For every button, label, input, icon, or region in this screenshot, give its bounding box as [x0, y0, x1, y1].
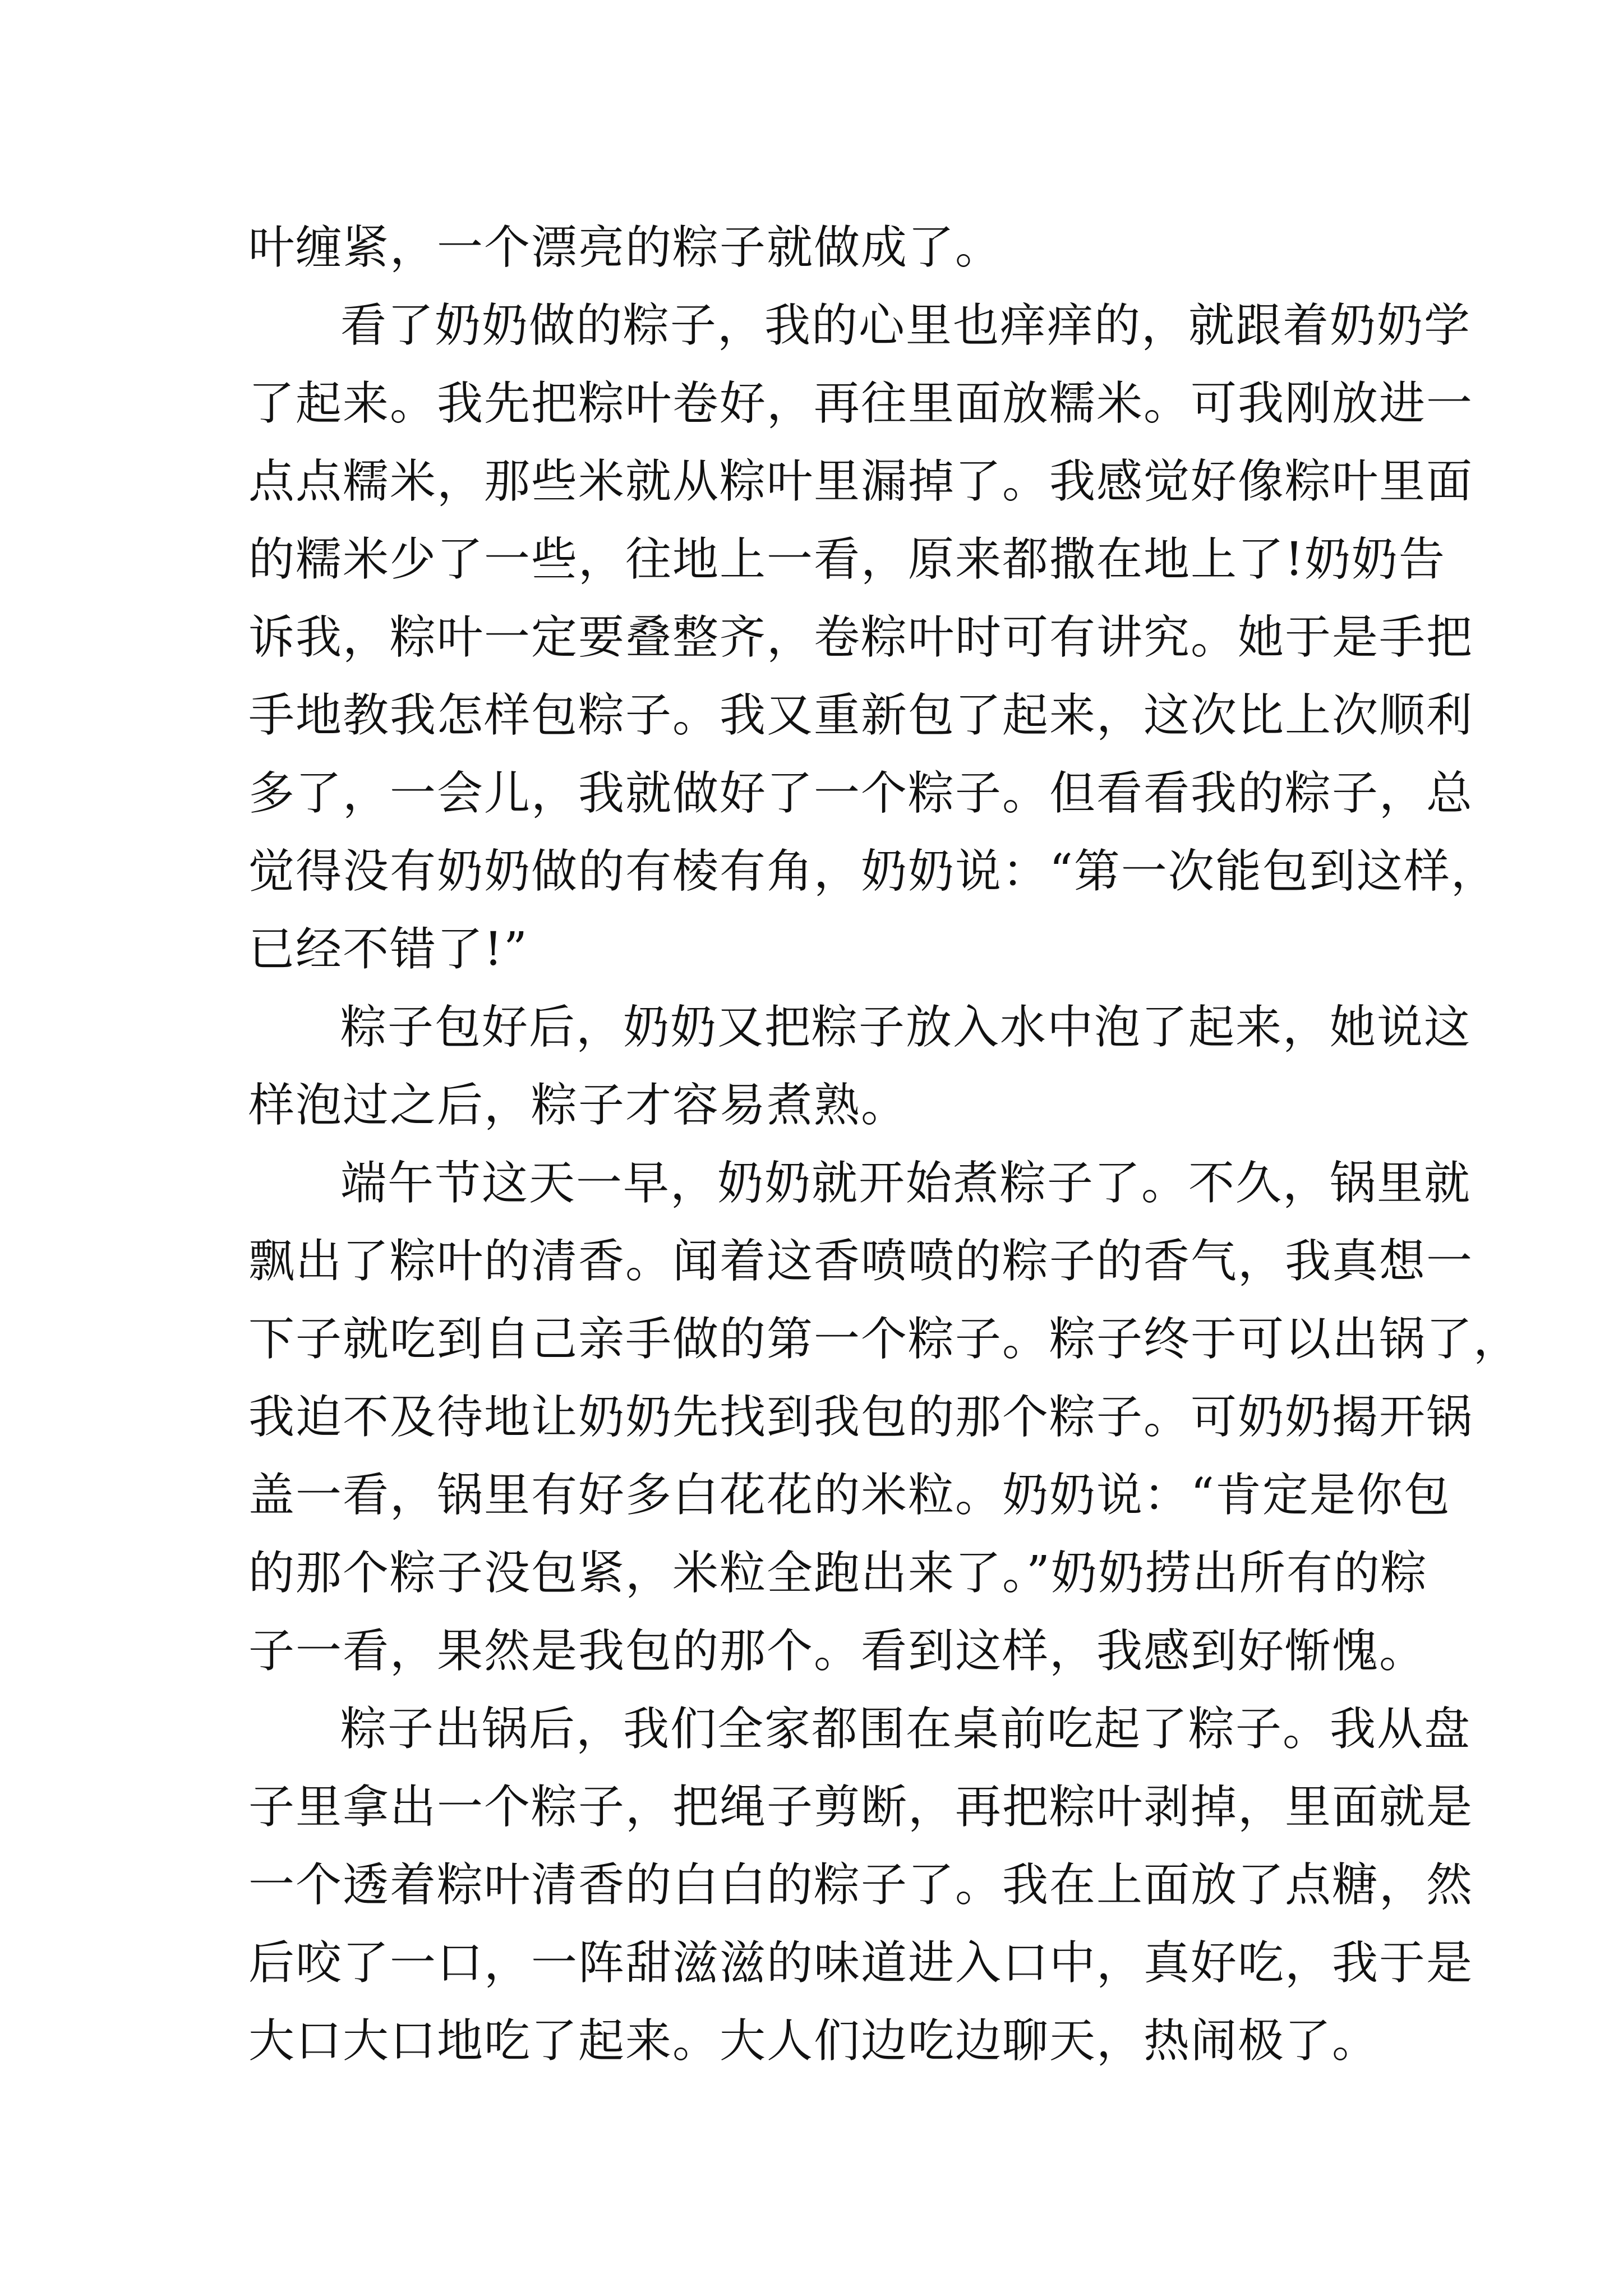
text-line: 我迫不及待地让奶奶先找到我包的那个粽子。可奶奶揭开锅	[248, 1391, 1474, 1444]
text-line: 大口大口地吃了起来。大人们边吃边聊天，热闹极了。	[248, 2014, 1380, 2068]
text-line: 盖一看，锅里有好多白花花的米粒。奶奶说：“肯定是你包	[248, 1469, 1451, 1522]
text-line: 的那个粽子没包紧，米粒全跑出来了。”奶奶捞出所有的粽	[248, 1547, 1428, 1600]
text-line: 多了，一会儿，我就做好了一个粽子。但看看我的粽子，总	[248, 767, 1474, 820]
text-line: 的糯米少了一些，往地上一看，原来都撒在地上了!奶奶告	[248, 533, 1446, 586]
text-line: 觉得没有奶奶做的有棱有角，奶奶说：“第一次能包到这样，	[248, 845, 1498, 898]
text-line: 叶缠紧，一个漂亮的粽子就做成了。	[248, 221, 1003, 274]
body-text	[248, 209, 1521, 2080]
text-line: 了起来。我先把粽叶卷好，再往里面放糯米。可我刚放进一	[248, 377, 1474, 430]
text-line: 已经不错了!”	[248, 923, 528, 976]
text-line: 子里拿出一个粽子，把绳子剪断，再把粽叶剥掉，里面就是	[248, 1780, 1474, 1834]
text-line: 后咬了一口，一阵甜滋滋的味道进入口中，真好吃，我于是	[248, 1936, 1474, 1990]
text-line: 样泡过之后，粽子才容易煮熟。	[248, 1079, 909, 1132]
text-line: 飘出了粽叶的清香。闻着这香喷喷的粽子的香气，我真想一	[248, 1235, 1474, 1288]
text-line: 点点糯米，那些米就从粽叶里漏掉了。我感觉好像粽叶里面	[248, 455, 1474, 508]
text-line: 下子就吃到自己亲手做的第一个粽子。粽子终于可以出锅了，	[248, 1313, 1521, 1366]
text-line: 粽子出锅后，我们全家都围在桌前吃起了粽子。我从盘	[340, 1703, 1472, 1756]
text-line: 手地教我怎样包粽子。我又重新包了起来，这次比上次顺利	[248, 689, 1474, 742]
text-line: 端午节这天一早，奶奶就开始煮粽子了。不久，锅里就	[340, 1157, 1472, 1210]
text-line: 诉我，粽叶一定要叠整齐，卷粽叶时可有讲究。她于是手把	[248, 611, 1474, 664]
text-line: 粽子包好后，奶奶又把粽子放入水中泡了起来，她说这	[340, 1001, 1472, 1054]
text-line: 看了奶奶做的粽子，我的心里也痒痒的，就跟着奶奶学	[340, 299, 1472, 352]
text-line: 子一看，果然是我包的那个。看到这样，我感到好惭愧。	[248, 1625, 1427, 1678]
text-line: 一个透着粽叶清香的白白的粽子了。我在上面放了点糖，然	[248, 1858, 1474, 1912]
